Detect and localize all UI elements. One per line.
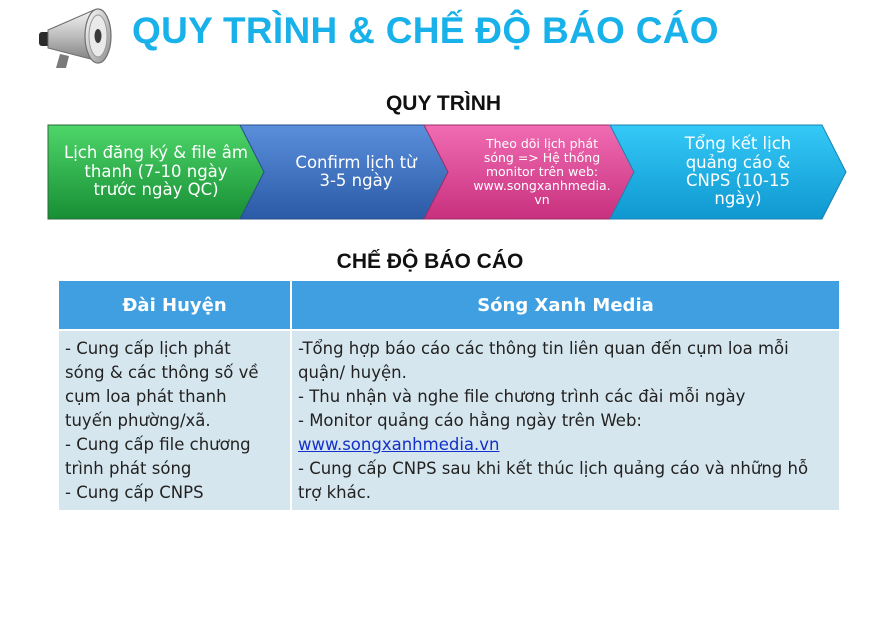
duty-line: cụm loa phát thanh xyxy=(65,386,227,406)
duty-line: sóng & các thông số về xyxy=(65,362,259,382)
process-step-2-line: 3-5 ngày xyxy=(319,171,393,190)
process-step-1-line: trước ngày QC) xyxy=(93,180,219,200)
duty-line: - Cung cấp CNPS xyxy=(65,482,204,502)
process-step-3-line: monitor trên web: xyxy=(485,164,599,179)
process-step-1 xyxy=(56,129,256,215)
report-heading: CHẾ ĐỘ BÁO CÁO xyxy=(336,250,524,273)
duty-line: trợ khác. xyxy=(298,482,372,502)
process-step-4-line: CNPS (10-15 xyxy=(686,171,790,190)
process-step-4 xyxy=(640,126,836,218)
process-step-4-line: quảng cáo & xyxy=(685,152,791,172)
duty-line: -Tổng hợp báo cáo các thông tin liên quan đến cụm loa mỗi xyxy=(298,339,789,358)
page-title: QUY TRÌNH & CHẾ ĐỘ BÁO CÁO xyxy=(132,10,719,51)
process-step-3 xyxy=(456,129,628,215)
process-step-2-line: Confirm lịch từ xyxy=(295,152,417,172)
process-step-1-line: Lịch đăng ký & file âm xyxy=(64,143,248,163)
duty-line: - Cung cấp file chương xyxy=(65,434,251,454)
process-step-1-line: thanh (7-10 ngày xyxy=(84,161,228,181)
column-header-song-xanh-media: Sóng Xanh Media xyxy=(291,280,840,330)
duty-line: quận/ huyện. xyxy=(298,362,407,382)
column-header-dai-huyen: Đài Huyện xyxy=(58,280,291,330)
table-row xyxy=(58,330,840,511)
report-table xyxy=(57,279,841,512)
process-step-4-line: Tổng kết lịch xyxy=(684,134,792,154)
duty-line: - Cung cấp CNPS sau khi kết thúc lịch quảng cáo và những hỗ xyxy=(298,458,809,478)
table-header-row xyxy=(58,280,840,330)
process-step-4-line: ngày) xyxy=(714,189,762,209)
dai-huyen-duties xyxy=(58,330,291,511)
process-step-3-line: sóng => Hệ thống xyxy=(483,150,601,165)
process-step-3-line: www.songxanhmedia. xyxy=(473,178,611,193)
process-step-3-line: Theo dõi lịch phát xyxy=(485,136,598,151)
process-step-2 xyxy=(272,129,440,215)
duty-line: tuyến phường/xã. xyxy=(65,410,211,430)
duty-line: - Thu nhận và nghe file chương trình các đài mỗi ngày xyxy=(298,386,746,406)
song-xanh-duties xyxy=(291,330,840,511)
website-link[interactable]: www.songxanhmedia.vn xyxy=(298,434,500,454)
process-step-3-line: vn xyxy=(534,192,550,207)
duty-line: trình phát sóng xyxy=(65,458,192,478)
duty-line: - Cung cấp lịch phát xyxy=(65,339,231,358)
duty-line: - Monitor quảng cáo hằng ngày trên Web: xyxy=(298,410,642,430)
process-heading: QUY TRÌNH xyxy=(385,92,502,115)
